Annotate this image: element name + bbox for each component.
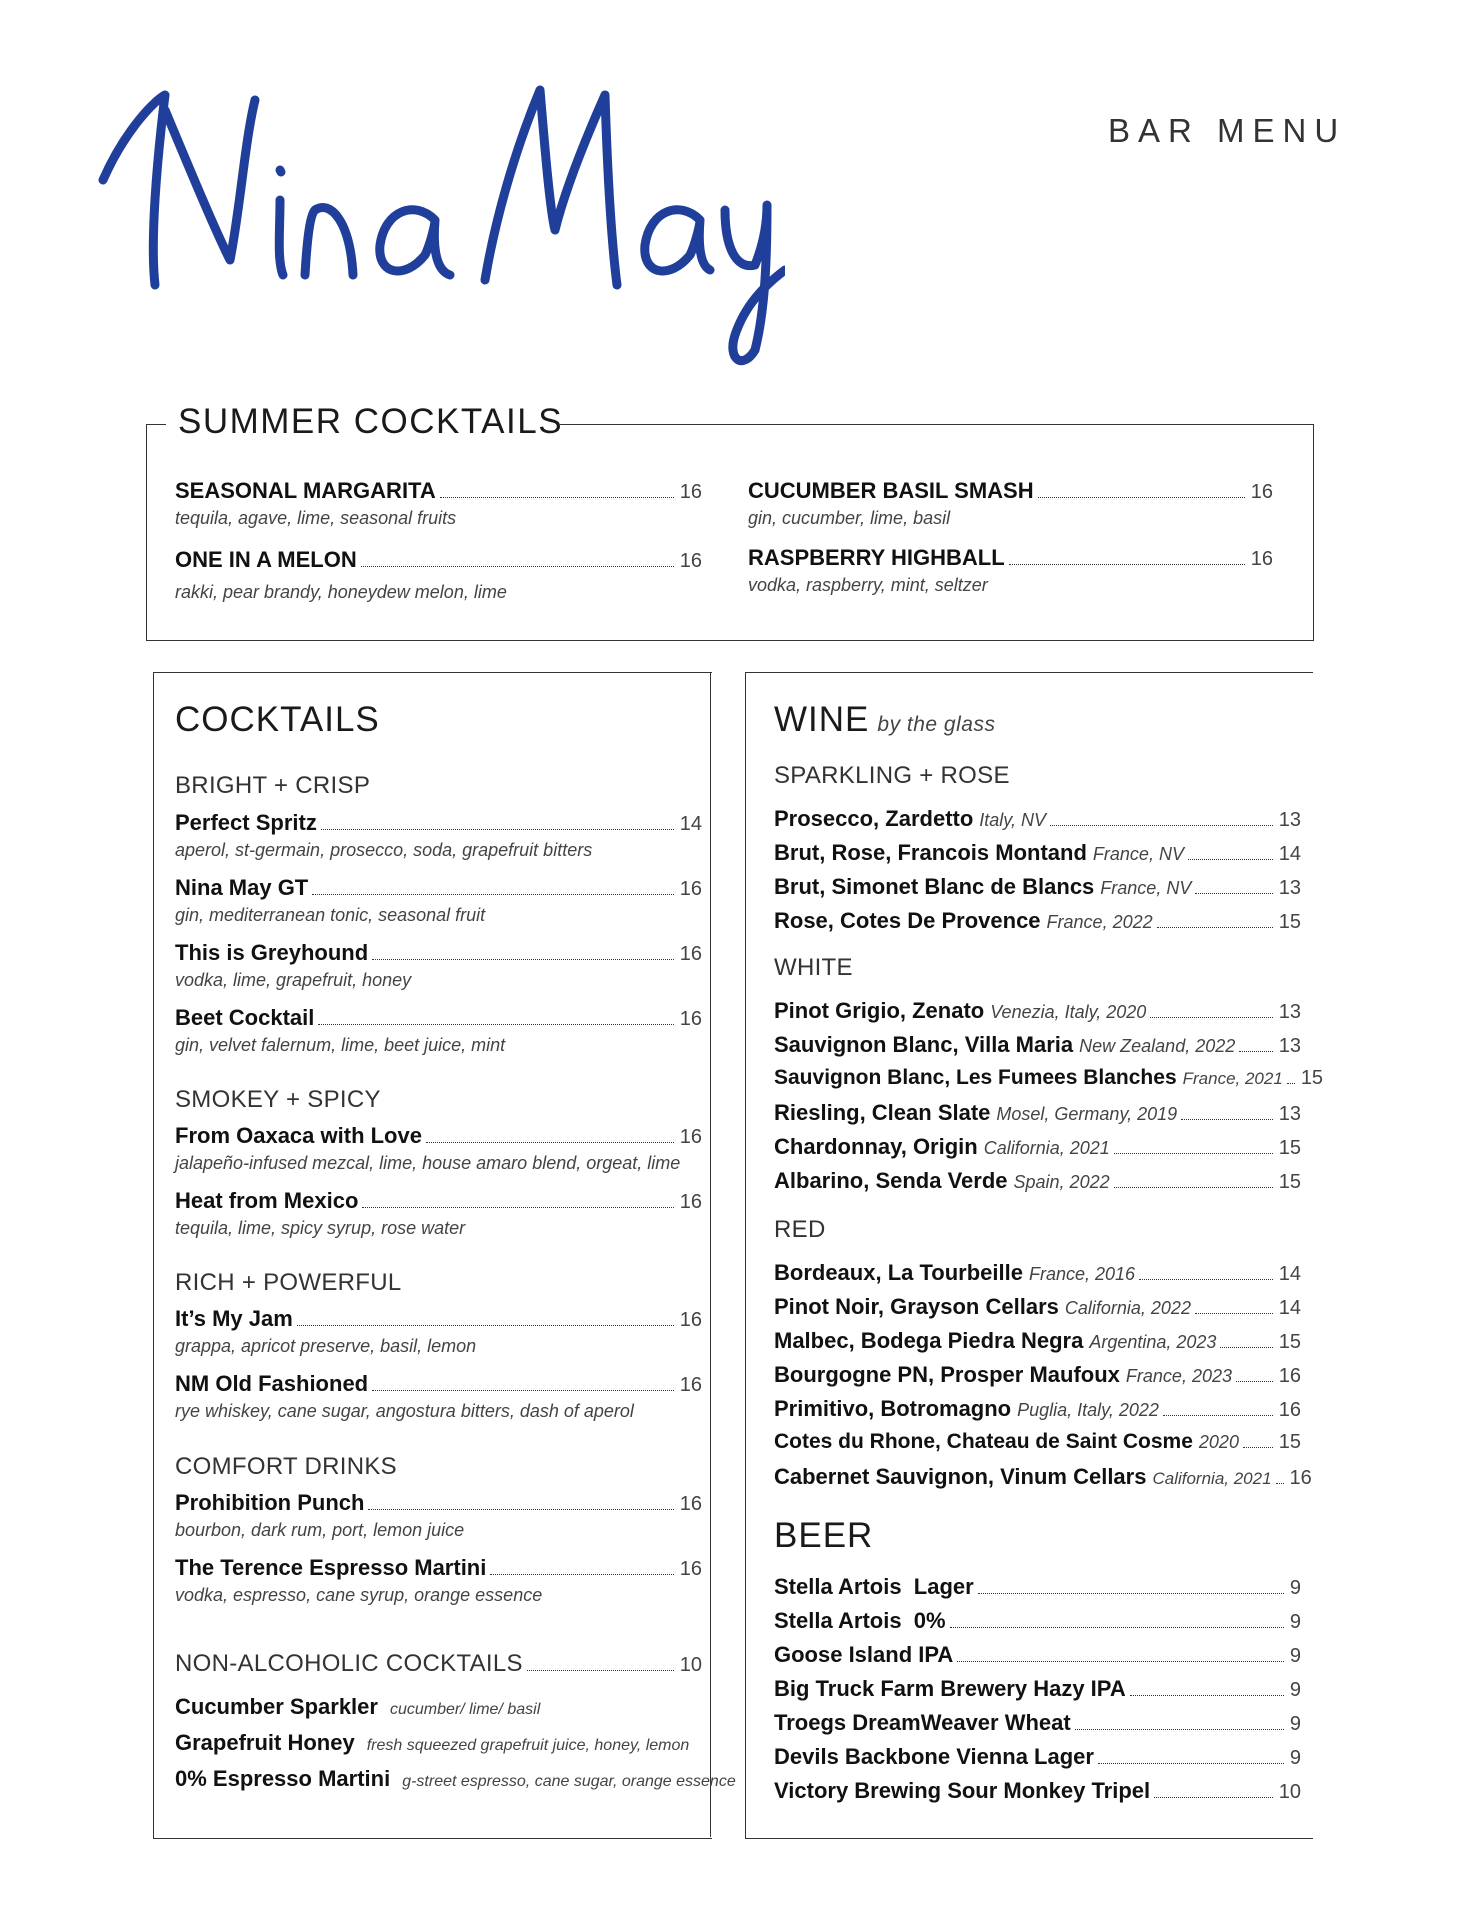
item-name: SEASONAL MARGARITA [175, 478, 436, 503]
item-name: ONE IN A MELON [175, 547, 357, 572]
item-price: 13 [1278, 1103, 1301, 1125]
item-name: Pinot Grigio, Zenato [774, 998, 985, 1023]
item-origin: Puglia, Italy, 2022 [1017, 1400, 1159, 1420]
leader-dots [312, 894, 674, 895]
item-description: vodka, espresso, cane syrup, orange essence [175, 1585, 543, 1605]
item-origin: Spain, 2022 [1013, 1172, 1110, 1192]
summer-box-top-left [146, 424, 166, 425]
leader-dots [1236, 1381, 1273, 1382]
leader-dots [1139, 1279, 1273, 1280]
item-name: Bourgogne PN, Prosper Maufoux [774, 1362, 1120, 1387]
item-price: 16 [679, 1008, 702, 1030]
category-label: RED [774, 1216, 826, 1243]
wine-item [774, 1066, 1324, 1090]
menu-item [175, 940, 702, 991]
item-price: 14 [1278, 843, 1301, 865]
item-name: Grapefruit Honey [175, 1730, 355, 1755]
leader-dots [1195, 893, 1272, 894]
summer-cocktails-title: SUMMER COCKTAILS [178, 402, 564, 441]
leader-dots [1050, 825, 1273, 826]
item-description: vodka, raspberry, mint, seltzer [748, 575, 988, 595]
item-name: NM Old Fashioned [175, 1371, 369, 1396]
wine-item [774, 1294, 1301, 1320]
wine-item [774, 1100, 1301, 1126]
menu-item [748, 545, 1273, 596]
leader-dots [368, 1509, 673, 1510]
item-description: rye whiskey, cane sugar, angostura bitters, dash of aperol [175, 1401, 634, 1421]
item-name: Sauvignon Blanc, Villa Maria [774, 1032, 1074, 1057]
item-price: 15 [1278, 1431, 1301, 1453]
beer-item [774, 1744, 1301, 1770]
item-name: 0% Espresso Martini [175, 1766, 391, 1791]
item-price: 16 [679, 1309, 702, 1331]
item-description: gin, mediterranean tonic, seasonal fruit [175, 905, 486, 925]
item-name: Brut, Rose, Francois Montand [774, 840, 1087, 865]
summer-box-top-right [560, 424, 1313, 425]
item-price: 16 [1250, 548, 1273, 570]
leader-dots [440, 497, 674, 498]
item-price: 9 [1289, 1747, 1301, 1769]
beer-item [774, 1778, 1301, 1804]
menu-item [175, 478, 702, 529]
beer-item [774, 1574, 1301, 1600]
item-name: Riesling, Clean Slate [774, 1100, 991, 1125]
item-origin: France, NV [1100, 878, 1192, 898]
menu-item [175, 1005, 702, 1056]
menu-item [175, 1188, 702, 1239]
leader-dots [1154, 1797, 1273, 1798]
item-price: 9 [1289, 1645, 1301, 1667]
item-name: From Oaxaca with Love [175, 1123, 422, 1148]
wine-item [774, 1260, 1301, 1286]
leader-dots [1130, 1695, 1284, 1696]
item-name: Prosecco, Zardetto [774, 806, 974, 831]
item-price: 9 [1289, 1679, 1301, 1701]
item-name: Rose, Cotes De Provence [774, 908, 1041, 933]
item-origin: California, 2021 [1152, 1469, 1272, 1488]
item-name: Prohibition Punch [175, 1490, 365, 1515]
leader-dots [1098, 1763, 1284, 1764]
item-name: Big Truck Farm Brewery Hazy IPA [774, 1676, 1126, 1701]
leader-dots [1195, 1313, 1273, 1314]
leader-dots [490, 1574, 673, 1575]
item-price: 16 [1278, 1399, 1301, 1421]
leader-dots [978, 1593, 1284, 1594]
item-name: RASPBERRY HIGHBALL [748, 545, 1005, 570]
wine-title-text: WINE [774, 700, 870, 739]
wine-item [774, 1396, 1301, 1422]
menu-item [175, 547, 702, 603]
beer-title: BEER [774, 1516, 874, 1555]
item-name: This is Greyhound [175, 940, 369, 965]
leader-dots [527, 1670, 674, 1671]
menu-item [175, 1730, 689, 1756]
item-origin: California, 2021 [983, 1138, 1110, 1158]
item-name: Sauvignon Blanc, Les Fumees Blanches [774, 1066, 1177, 1089]
menu-item [175, 810, 702, 861]
leader-dots [1114, 1187, 1273, 1188]
item-price: 16 [679, 550, 702, 572]
wine-item [774, 1362, 1301, 1388]
leader-dots [1188, 859, 1273, 860]
item-description: aperol, st-germain, prosecco, soda, grapefruit bitters [175, 840, 593, 860]
item-description: jalapeño-infused mezcal, lime, house amaro blend, orgeat, lime [175, 1153, 681, 1173]
item-origin: California, 2022 [1064, 1298, 1191, 1318]
item-description: g-street espresso, cane sugar, orange essence [402, 1773, 736, 1790]
item-origin: France, 2023 [1125, 1366, 1232, 1386]
category-label: COMFORT DRINKS [175, 1453, 397, 1480]
item-description: grappa, apricot preserve, basil, lemon [175, 1336, 477, 1356]
item-price: 9 [1289, 1577, 1301, 1599]
leader-dots [1243, 1447, 1273, 1448]
wine-item [774, 1464, 1312, 1490]
leader-dots [1276, 1483, 1284, 1484]
item-name: The Terence Espresso Martini [175, 1555, 487, 1580]
item-price: 16 [1289, 1467, 1312, 1489]
beer-item [774, 1608, 1301, 1634]
leader-dots [361, 566, 674, 567]
leader-dots [1009, 564, 1245, 565]
item-price: 16 [679, 878, 702, 900]
item-price: 14 [679, 813, 702, 835]
leader-dots [1163, 1415, 1273, 1416]
item-price: 13 [1278, 877, 1301, 899]
wine-item [774, 1134, 1301, 1160]
leader-dots [426, 1142, 674, 1143]
item-name: Goose Island IPA [774, 1642, 954, 1667]
item-name: It’s My Jam [175, 1306, 293, 1331]
item-origin: France, NV [1092, 844, 1184, 864]
item-origin: Venezia, Italy, 2020 [990, 1002, 1147, 1022]
item-description: gin, velvet falernum, lime, beet juice, mint [175, 1035, 506, 1055]
leader-dots [321, 829, 674, 830]
beer-item [774, 1710, 1301, 1736]
beer-item [774, 1676, 1301, 1702]
item-name: Perfect Spritz [175, 810, 317, 835]
category-label: RICH + POWERFUL [175, 1269, 402, 1296]
item-name: Brut, Simonet Blanc de Blancs [774, 874, 1095, 899]
leader-dots [1075, 1729, 1284, 1730]
menu-item [175, 1371, 702, 1422]
item-origin: Mosel, Germany, 2019 [996, 1104, 1178, 1124]
item-price: 14 [1278, 1297, 1301, 1319]
menu-item [175, 1766, 736, 1792]
item-price: 16 [679, 1374, 702, 1396]
item-name: Devils Backbone Vienna Lager [774, 1744, 1094, 1769]
wine-item [774, 1328, 1301, 1354]
menu-item [175, 875, 702, 926]
item-name: Troegs DreamWeaver Wheat [774, 1710, 1071, 1735]
item-name: Primitivo, Botromagno [774, 1396, 1012, 1421]
item-price: 10 [1278, 1781, 1301, 1803]
item-price: 13 [1278, 809, 1301, 831]
leader-dots [372, 959, 674, 960]
item-price: 13 [1278, 1035, 1301, 1057]
wine-title [774, 700, 995, 740]
leader-dots [1220, 1347, 1272, 1348]
item-origin: Italy, NV [979, 810, 1046, 830]
item-price: 14 [1278, 1263, 1301, 1285]
item-description: tequila, lime, spicy syrup, rose water [175, 1218, 466, 1238]
item-price: 16 [1250, 481, 1273, 503]
item-name: Nina May GT [175, 875, 309, 900]
category-label: SMOKEY + SPICY [175, 1086, 381, 1113]
item-name: Chardonnay, Origin [774, 1134, 978, 1159]
wine-item [774, 1168, 1301, 1194]
wine-item [774, 806, 1301, 832]
leader-dots [372, 1390, 674, 1391]
item-description: tequila, agave, lime, seasonal fruits [175, 508, 457, 528]
brand-logo [95, 70, 785, 370]
item-name: Cucumber Sparkler [175, 1694, 378, 1719]
summer-cocktails-box [146, 424, 1314, 641]
item-origin: France, 2021 [1182, 1069, 1283, 1088]
wine-item [774, 1430, 1301, 1454]
bar-menu-heading: BAR MENU [1108, 112, 1347, 149]
item-name: Beet Cocktail [175, 1005, 315, 1030]
item-name: Stella Artois 0% [774, 1608, 946, 1633]
item-name: Malbec, Bodega Piedra Negra [774, 1328, 1084, 1353]
item-name: CUCUMBER BASIL SMASH [748, 478, 1034, 503]
item-description: vodka, lime, grapefruit, honey [175, 970, 412, 990]
item-price: 15 [1278, 1331, 1301, 1353]
category-label: BRIGHT + CRISP [175, 772, 371, 799]
item-price: 16 [679, 943, 702, 965]
item-name: Pinot Noir, Grayson Cellars [774, 1294, 1059, 1319]
leader-dots [1157, 927, 1273, 928]
item-price: 16 [1278, 1365, 1301, 1387]
item-description: gin, cucumber, lime, basil [748, 508, 951, 528]
item-description: bourbon, dark rum, port, lemon juice [175, 1520, 465, 1540]
item-name: Cabernet Sauvignon, Vinum Cellars [774, 1464, 1147, 1489]
leader-dots [1181, 1119, 1273, 1120]
leader-dots [1150, 1017, 1272, 1018]
item-name: Albarino, Senda Verde [774, 1168, 1008, 1193]
item-description: cucumber/ lime/ basil [389, 1701, 541, 1718]
cocktails-title: COCKTAILS [175, 700, 380, 739]
menu-item [175, 1555, 702, 1606]
category-label: WHITE [774, 954, 853, 981]
item-name: Cotes du Rhone, Chateau de Saint Cosme [774, 1430, 1193, 1453]
item-description: fresh squeezed grapefruit juice, honey, lemon [366, 1737, 690, 1754]
cocktails-box-right-edge [710, 672, 711, 1837]
menu-item [175, 1123, 702, 1174]
category-label: SPARKLING + ROSE [774, 762, 1010, 789]
leader-dots [950, 1627, 1284, 1628]
menu-item [175, 1490, 702, 1541]
menu-item [175, 1306, 702, 1357]
item-price: 16 [679, 1493, 702, 1515]
item-price: 15 [1278, 1137, 1301, 1159]
item-price: 16 [679, 1558, 702, 1580]
menu-item [175, 1694, 540, 1720]
item-origin: 2020 [1198, 1432, 1239, 1452]
item-price: 13 [1278, 1001, 1301, 1023]
item-origin: France, 2022 [1046, 912, 1153, 932]
beer-item [774, 1642, 1301, 1668]
item-origin: Argentina, 2023 [1089, 1332, 1217, 1352]
item-price: 16 [679, 1126, 702, 1148]
leader-dots [297, 1325, 674, 1326]
leader-dots [957, 1661, 1284, 1662]
leader-dots [1239, 1051, 1273, 1052]
non-alcoholic-header [175, 1650, 702, 1678]
item-name: Victory Brewing Sour Monkey Tripel [774, 1778, 1151, 1803]
wine-item [774, 998, 1301, 1024]
leader-dots [318, 1024, 673, 1025]
item-name: Bordeaux, La Tourbeille [774, 1260, 1023, 1285]
item-description: rakki, pear brandy, honeydew melon, lime [175, 582, 507, 602]
item-name: Stella Artois Lager [774, 1574, 974, 1599]
item-origin: New Zealand, 2022 [1079, 1036, 1236, 1056]
item-price: 16 [679, 1191, 702, 1213]
leader-dots [1114, 1153, 1273, 1154]
item-price: 10 [679, 1654, 702, 1676]
wine-subtitle: by the glass [877, 713, 996, 736]
category-label: NON-ALCOHOLIC COCKTAILS [175, 1650, 523, 1677]
leader-dots [362, 1207, 673, 1208]
item-price: 15 [1278, 911, 1301, 933]
wine-item [774, 840, 1301, 866]
item-price: 15 [1278, 1171, 1301, 1193]
item-price: 9 [1289, 1713, 1301, 1735]
item-price: 16 [679, 481, 702, 503]
item-price: 15 [1300, 1067, 1324, 1089]
wine-item [774, 874, 1301, 900]
leader-dots [1038, 497, 1245, 498]
menu-item [748, 478, 1273, 529]
item-origin: France, 2016 [1028, 1264, 1136, 1284]
item-price: 9 [1289, 1611, 1301, 1633]
wine-item [774, 908, 1301, 934]
item-name: Heat from Mexico [175, 1188, 359, 1213]
leader-dots [1287, 1083, 1295, 1084]
wine-item [774, 1032, 1301, 1058]
